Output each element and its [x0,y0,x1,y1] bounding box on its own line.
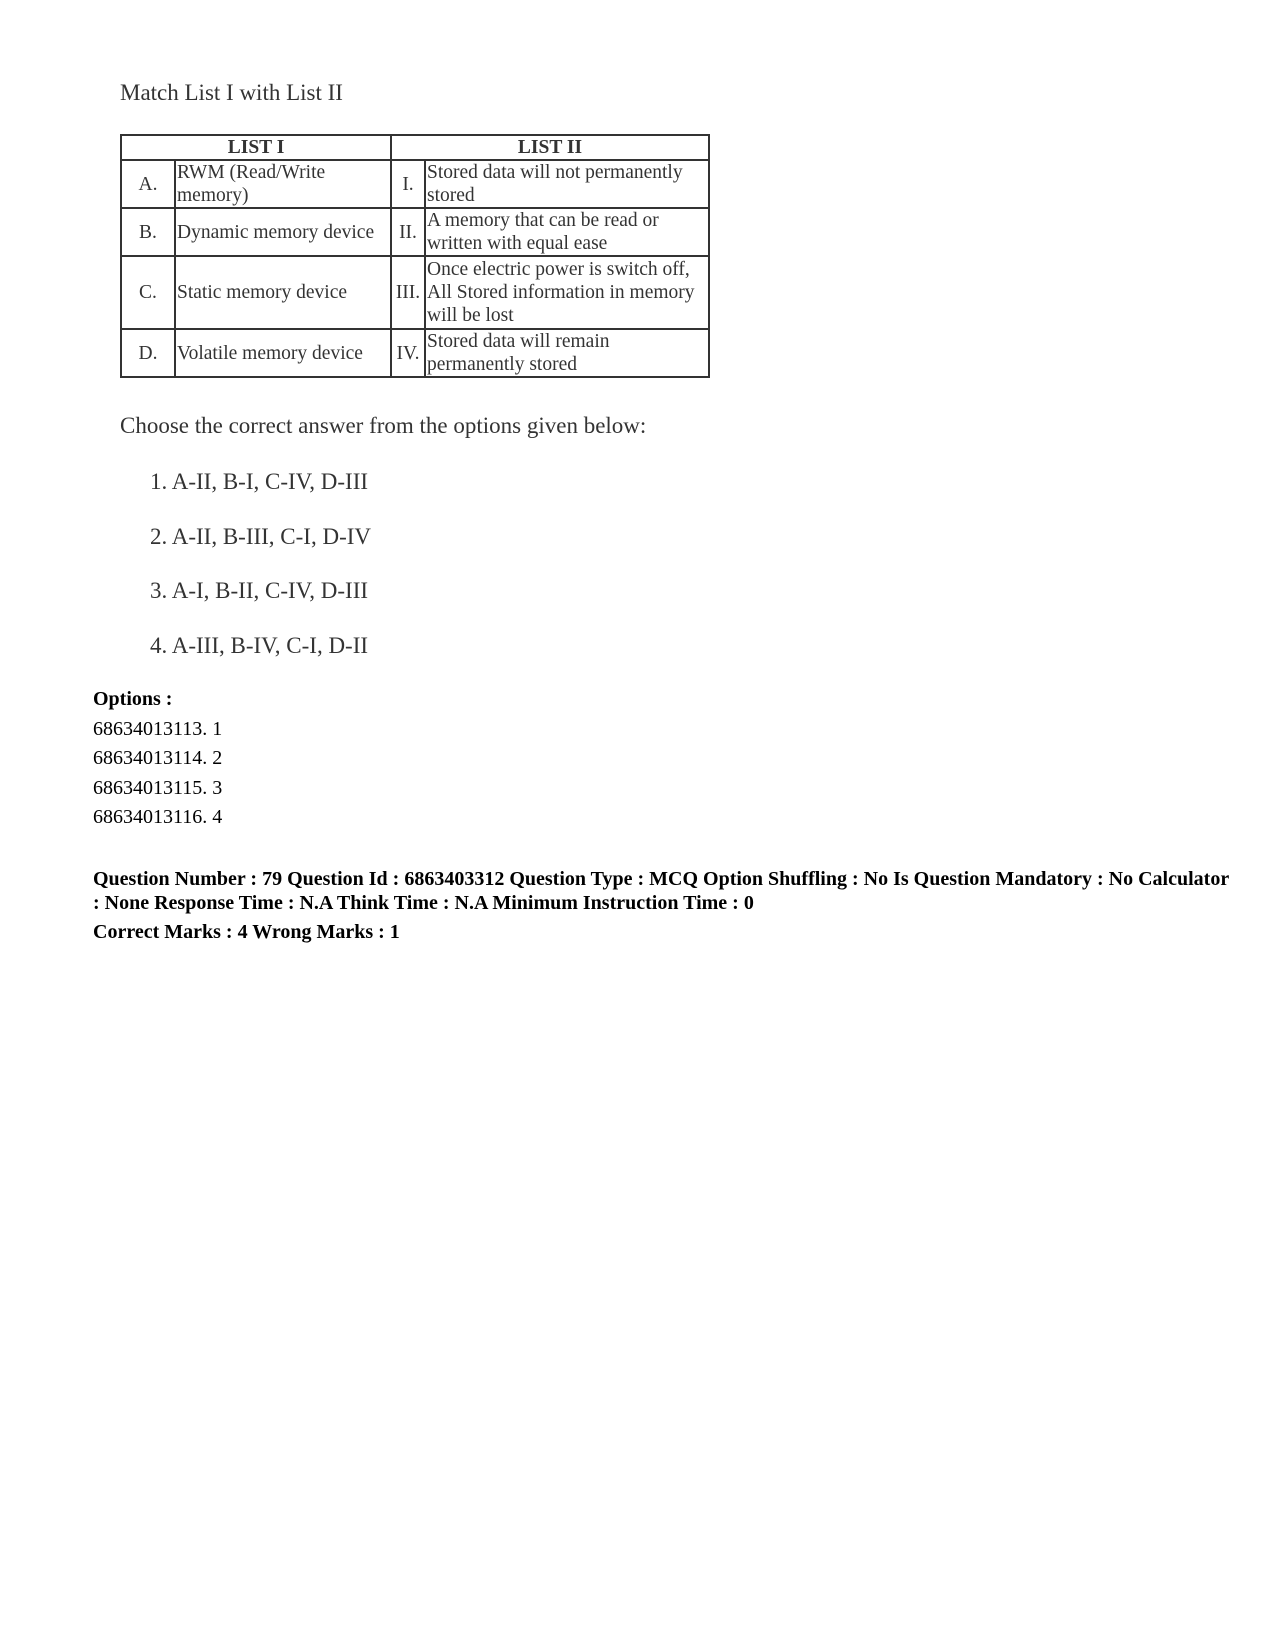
row-roman: II. [391,208,425,256]
table-row [121,208,709,256]
options-block [93,685,222,833]
choice-list [150,468,371,686]
row-letter: C. [121,256,175,329]
option-item: 68634013114. 2 [93,747,223,769]
row-roman: III. [391,256,425,329]
table-row [121,160,709,208]
row-roman: I. [391,160,425,208]
choice-item: 2. A-II, B-III, C-I, D-IV [150,523,371,549]
choice-item: 3. A-I, B-II, C-IV, D-III [150,578,369,603]
list-1-item: Static memory device [175,256,391,329]
choice-item: 4. A-III, B-IV, C-I, D-II [150,632,369,658]
row-roman: IV. [391,329,425,377]
list-2-header: LIST II [391,135,709,160]
question-title: Match List I with List II [120,80,343,105]
question-marks: Correct Marks : 4 Wrong Marks : 1 [93,921,400,943]
question-image [120,78,720,658]
list-1-item: Volatile memory device [175,329,391,377]
row-letter: A. [121,160,175,208]
list-2-item: A memory that can be read or written with equal ease [425,208,709,256]
row-letter: D. [121,329,175,377]
choice-item: 1. A-II, B-I, C-IV, D-III [150,469,369,494]
list-1-header: LIST I [121,135,391,160]
options-heading: Options : [93,688,173,710]
table-header-row [121,135,709,160]
list-1-item: RWM (Read/Write memory) [175,160,391,208]
question-meta: Question Number : 79 Question Id : 6863403312 Question Type : MCQ Option Shuffling : No Is Question Mandatory : No Calculator : None Response Time : N.A Think Time : N.A Minimum Instruction Time : 0 [93,868,1229,914]
question-instruction: Choose the correct answer from the options given below: [120,413,647,438]
list-2-item: Once electric power is switch off, All Stored information in memory will be lost [425,256,709,329]
list-2-item: Stored data will not permanently stored [425,160,709,208]
table-row [121,329,709,377]
option-item: 68634013116. 4 [93,806,223,828]
row-letter: B. [121,208,175,256]
list-2-item: Stored data will remain permanently stored [425,329,709,377]
list-1-item: Dynamic memory device [175,208,391,256]
option-item: 68634013115. 3 [93,776,223,799]
table-row [121,256,709,329]
option-item: 68634013113. 1 [93,717,223,740]
match-table [120,134,710,378]
